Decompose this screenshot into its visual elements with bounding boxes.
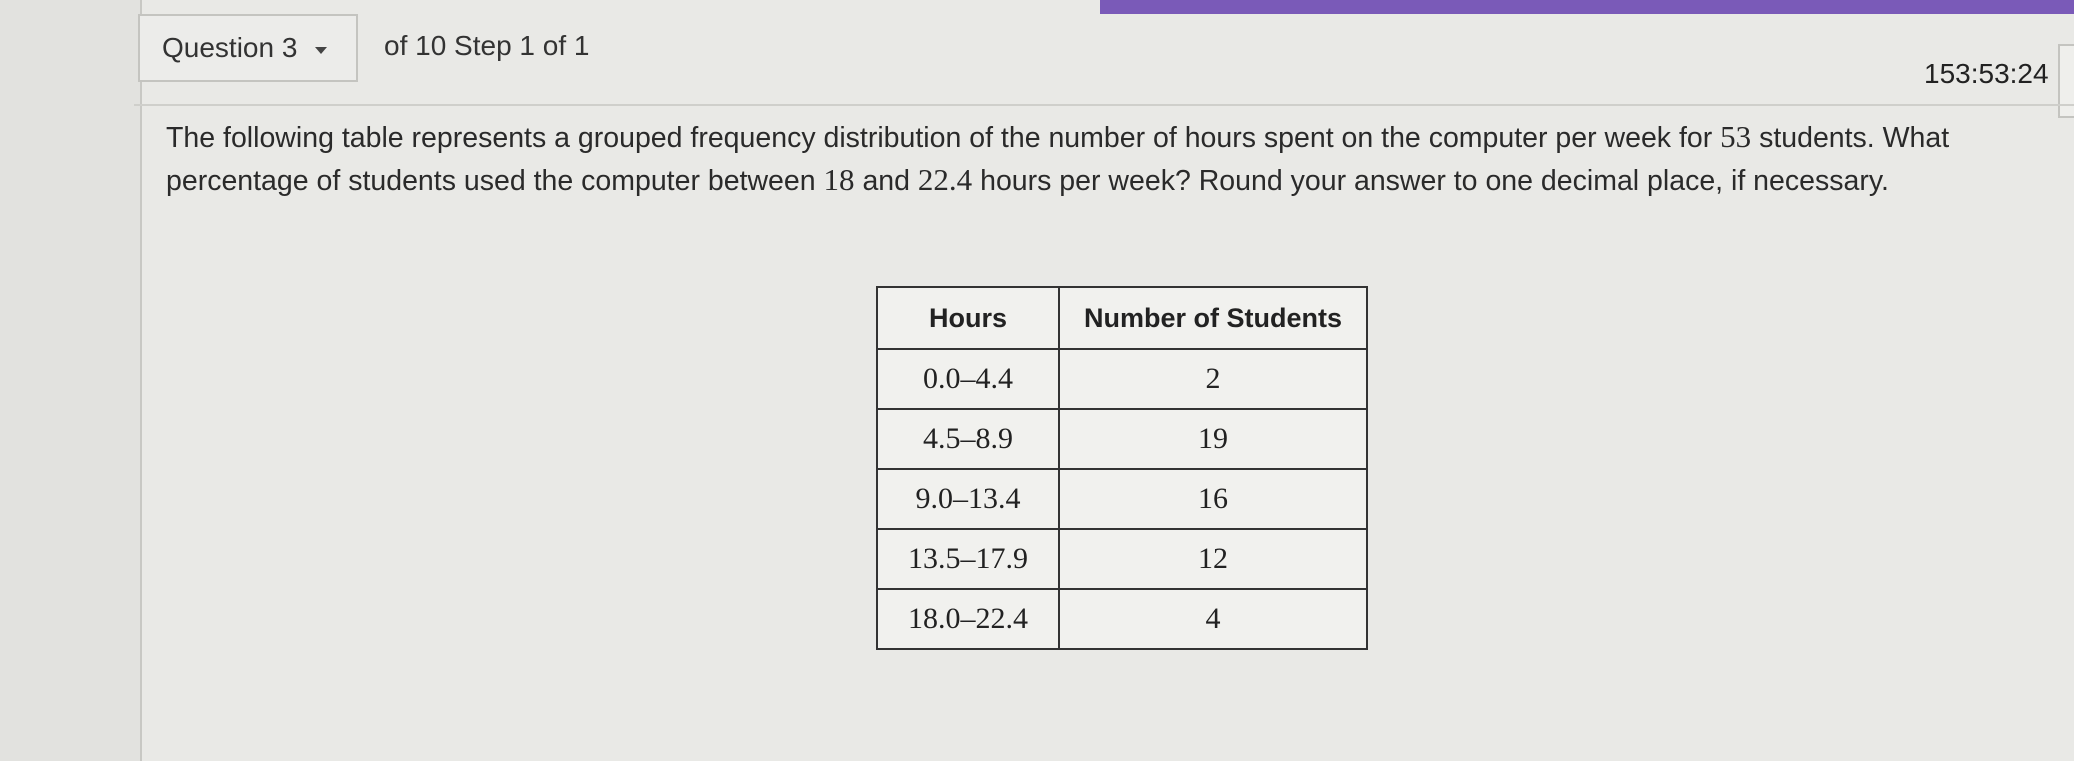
lower-bound: 18 bbox=[823, 162, 855, 197]
step-indicator: of 10 Step 1 of 1 bbox=[384, 30, 590, 61]
question-part-4: hours per week? Round your answer to one decimal place, if necessary. bbox=[972, 165, 1889, 197]
students-cell: 19 bbox=[1059, 409, 1367, 469]
timer-toggle-button[interactable] bbox=[2058, 44, 2074, 118]
timer: 153:53:24 bbox=[1924, 58, 2049, 89]
students-cell: 12 bbox=[1059, 529, 1367, 589]
table-row bbox=[877, 589, 1367, 649]
hours-cell: 9.0–13.4 bbox=[877, 469, 1059, 529]
left-margin bbox=[0, 0, 140, 761]
students-cell: 4 bbox=[1059, 589, 1367, 649]
student-count: 53 bbox=[1720, 119, 1752, 154]
question-selector[interactable] bbox=[138, 14, 358, 82]
question-selector-label: Question 3 bbox=[162, 32, 298, 63]
table-row bbox=[877, 349, 1367, 409]
students-cell: 2 bbox=[1059, 349, 1367, 409]
frequency-table bbox=[876, 286, 1368, 650]
question-text bbox=[166, 116, 2036, 202]
table-row bbox=[877, 469, 1367, 529]
top-accent-bar bbox=[1100, 0, 2074, 14]
question-part-3: and bbox=[854, 165, 918, 197]
caret-down-icon bbox=[315, 47, 327, 54]
header-number-of-students: Number of Students bbox=[1059, 287, 1367, 349]
hours-cell: 0.0–4.4 bbox=[877, 349, 1059, 409]
question-part-1: The following table represents a grouped frequency distribution of the number of hours spent on the computer per week for bbox=[166, 122, 1721, 154]
hours-cell: 4.5–8.9 bbox=[877, 409, 1059, 469]
students-cell: 16 bbox=[1059, 469, 1367, 529]
table-row bbox=[877, 529, 1367, 589]
hours-cell: 13.5–17.9 bbox=[877, 529, 1059, 589]
hours-cell: 18.0–22.4 bbox=[877, 589, 1059, 649]
upper-bound: 22.4 bbox=[917, 162, 973, 197]
table-row bbox=[877, 409, 1367, 469]
header-divider bbox=[134, 104, 2074, 106]
question-part-2: students. What percentage of students used the computer between bbox=[166, 122, 1950, 197]
table-header-row bbox=[877, 287, 1367, 349]
header-hours: Hours bbox=[877, 287, 1059, 349]
